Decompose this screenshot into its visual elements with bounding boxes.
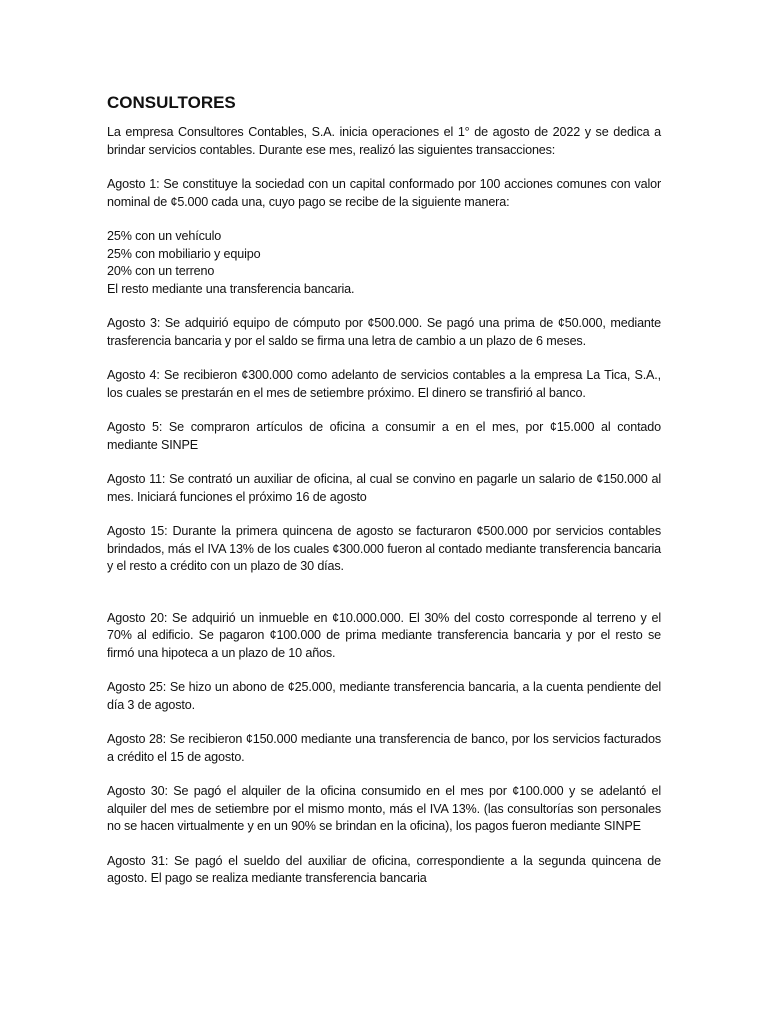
transaction-agosto-4: Agosto 4: Se recibieron ¢300.000 como adelanto de servicios contables a la empresa La Tica, S.A., los cuales se prestarán en el mes de setiembre próximo. El dinero se transfirió al banco. (107, 368, 661, 400)
transaction-agosto-20: Agosto 20: Se adquirió un inmueble en ¢10.000.000. El 30% del costo corresponde al terreno y el 70% al edificio. Se pagaron ¢100.000 de prima mediante transferencia bancaria y por el resto se firmó una hipoteca a un plazo de 10 años. (107, 610, 661, 660)
transaction-agosto-5: Agosto 5: Se compraron artículos de oficina a consumir a en el mes, por ¢15.000 al contado mediante SINPE (107, 420, 661, 452)
transaction-agosto-11: Agosto 11: Se contrató un auxiliar de oficina, al cual se convino en pagarle un salario de ¢150.000 al mes. Iniciará funciones el próximo 16 de agosto (107, 472, 661, 504)
transaction-agosto-3: Agosto 3: Se adquirió equipo de cómputo por ¢500.000. Se pagó una prima de ¢50.000, mediante trasferencia bancaria y por el saldo se firma una letra de cambio a un plazo de 6 meses. (107, 316, 661, 348)
payment-item-land: 20% con un terreno (107, 264, 215, 278)
transaction-agosto-30: Agosto 30: Se pagó el alquiler de la oficina consumido en el mes por ¢100.000 y se adelantó el alquiler del mes de setiembre por el mismo monto, más el IVA 13%. (las consultorías son personales no se hacen virtualmente y en un 90% se brindan en la oficina), los pagos fueron mediante SINPE (107, 784, 661, 833)
transaction-agosto-25: Agosto 25: Se hizo un abono de ¢25.000, mediante transferencia bancaria, a la cuenta pendiente del día 3 de agosto. (107, 680, 661, 712)
document-title: CONSULTORES (107, 93, 236, 112)
payment-item-vehicle: 25% con un vehículo (107, 229, 222, 243)
transaction-agosto-1: Agosto 1: Se constituye la sociedad con un capital conformado por 100 acciones comunes con valor nominal de ¢5.000 cada una, cuyo pago se recibe de la siguiente manera: (107, 177, 661, 209)
transaction-agosto-31: Agosto 31: Se pagó el sueldo del auxiliar de oficina, correspondiente a la segunda quincena de agosto. El pago se realiza mediante transferencia bancaria (107, 853, 661, 885)
transaction-agosto-15: Agosto 15: Durante la primera quincena de agosto se facturaron ¢500.000 por servicios contables brindados, más el IVA 13% de los cuales ¢300.000 fueron al contado mediante transferencia bancaria y el resto a crédito con un plazo de 30 días. (107, 524, 661, 573)
payment-list (107, 228, 661, 298)
document-page (107, 92, 661, 905)
transaction-agosto-28: Agosto 28: Se recibieron ¢150.000 mediante una transferencia de banco, por los servicios facturados a crédito el 15 de agosto. (107, 732, 661, 764)
payment-item-furniture: 25% con mobiliario y equipo (107, 246, 261, 261)
payment-item-rest: El resto mediante una transferencia bancaria. (107, 281, 355, 296)
intro-paragraph: La empresa Consultores Contables, S.A. inicia operaciones el 1° de agosto de 2022 y se dedica a brindar servicios contables. Durante ese mes, realizó las siguientes transacciones: (107, 125, 661, 157)
